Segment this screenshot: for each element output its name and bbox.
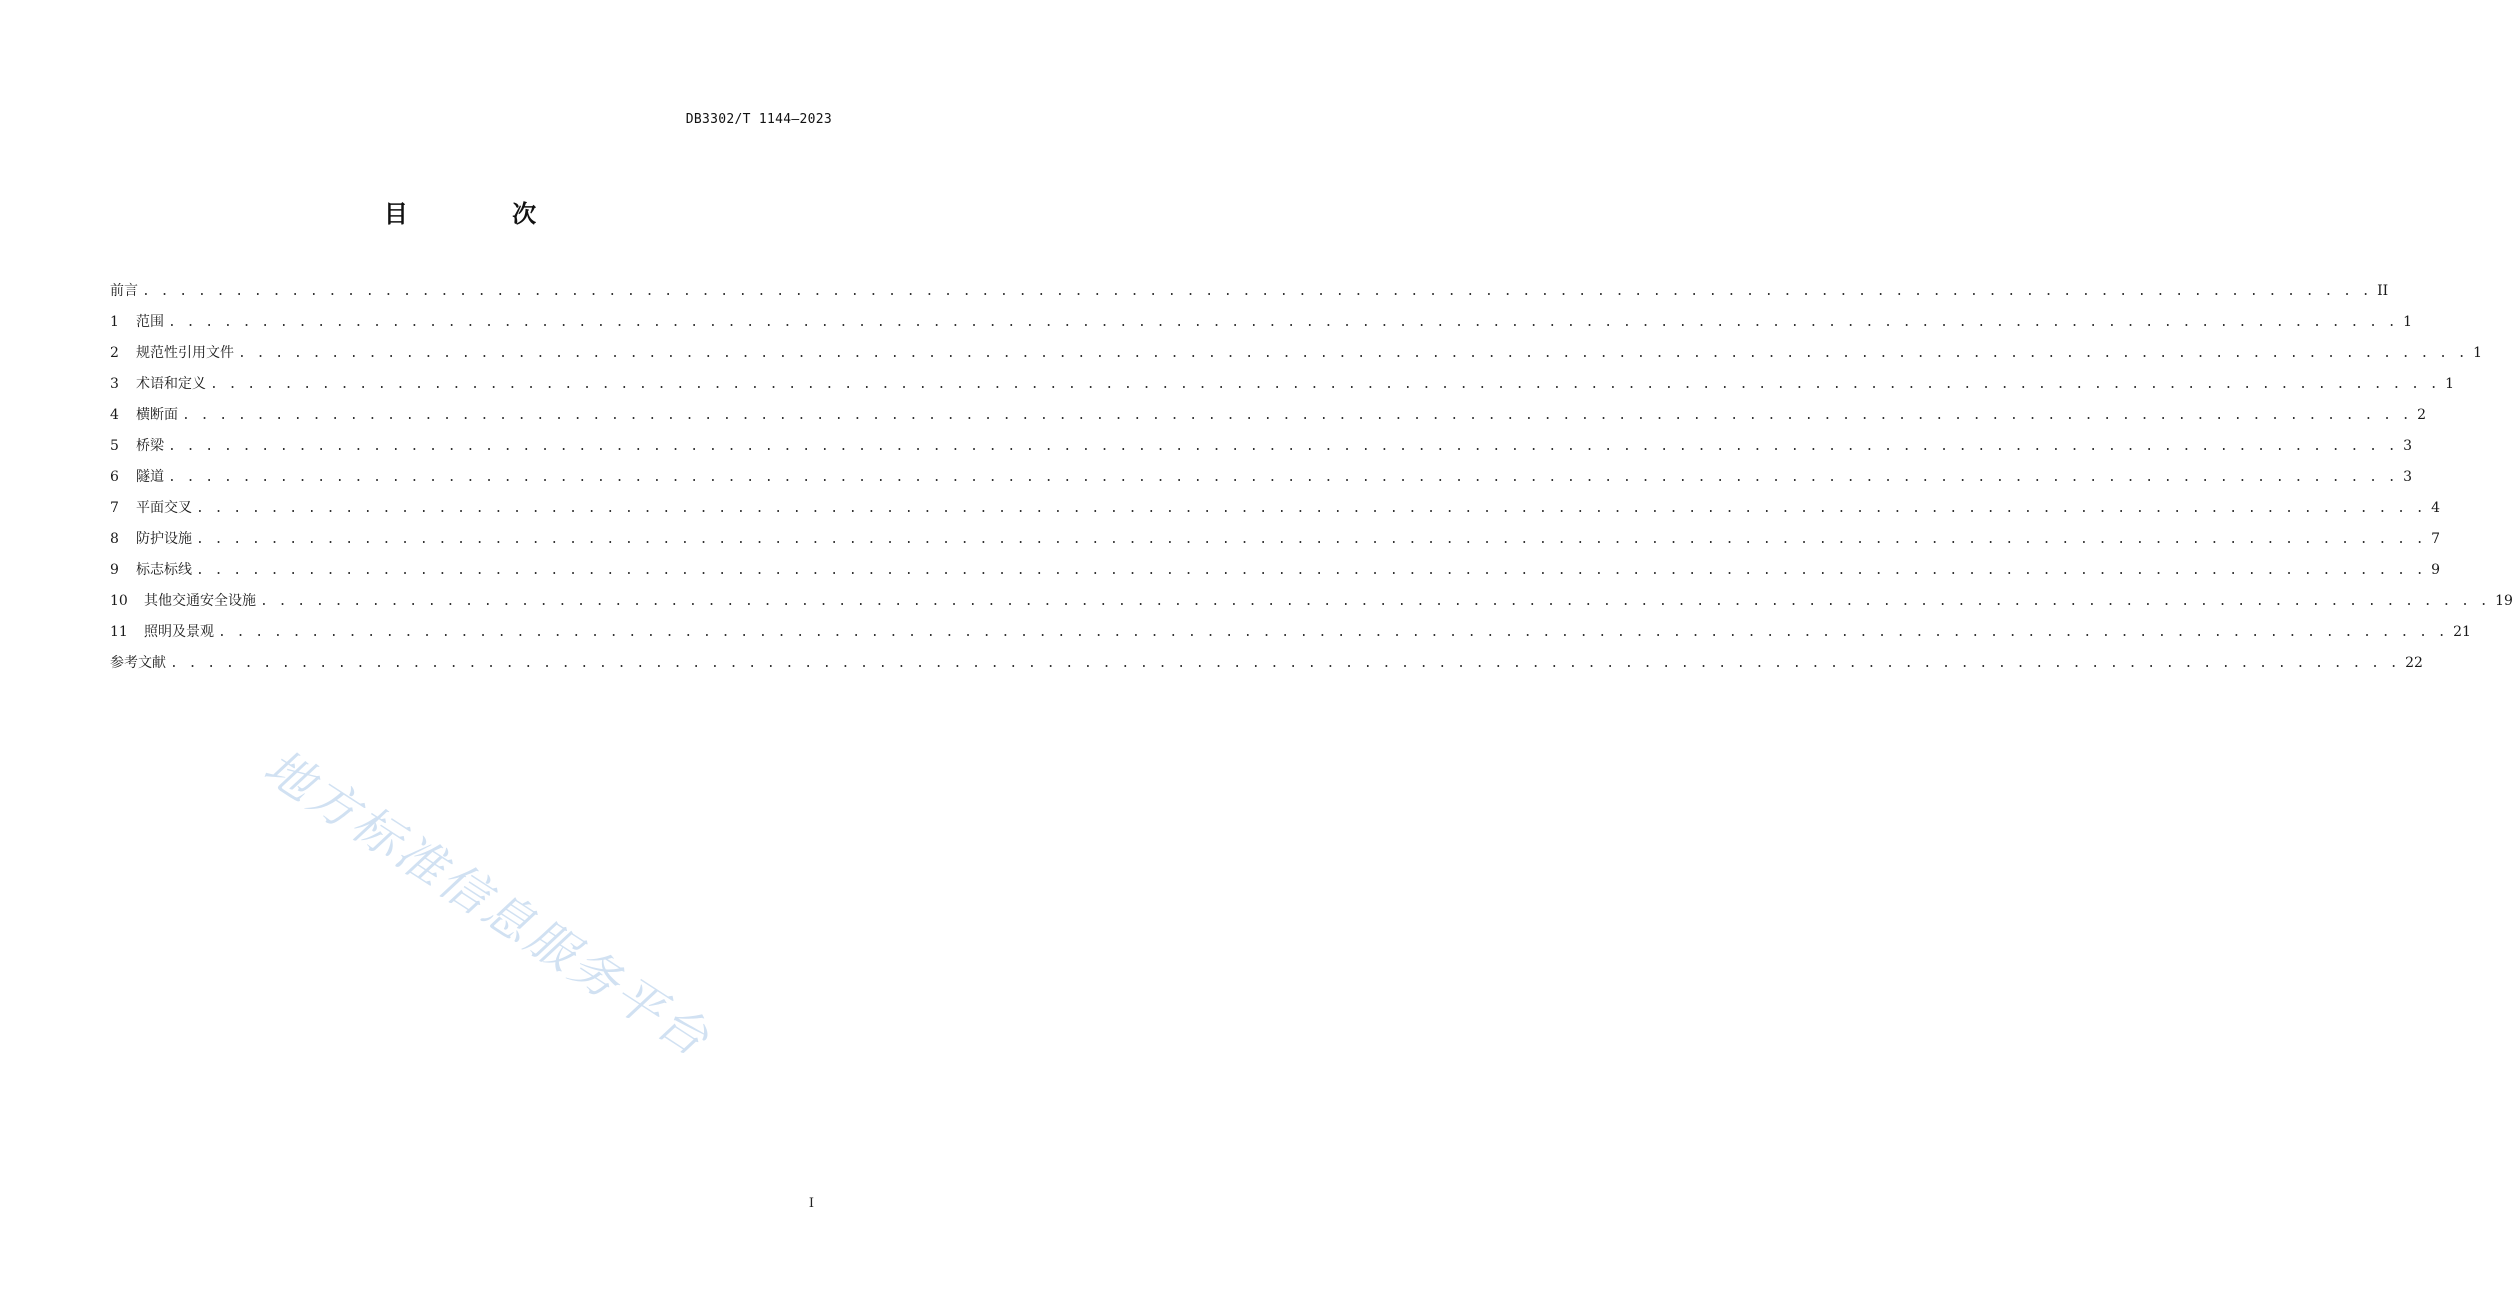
toc-entry-page: 4 (2431, 500, 2440, 516)
toc-entry-number: 9 (110, 562, 119, 578)
toc-dot-leader: . . . . . . . . . . . . . . . . . . . . . . . . . . . . . . . . . . . . . . . . . . . . . . . . . . . . . . . . . . . . . . . . . . . . . . . . . . . . . . . . . . . . . . . . . . . . . . . . . . . . . . . . . . . . . . . . . . . . . . . . (168, 439, 2398, 454)
toc-entry-number: 6 (110, 469, 119, 485)
toc-entry-label: 横断面 (136, 407, 178, 423)
toc-entry-scope[interactable] (110, 311, 2412, 342)
page-number: I (808, 1196, 814, 1211)
toc-entry-label: 术语和定义 (136, 376, 206, 392)
toc-entry-label: 隧道 (136, 469, 164, 485)
toc-dot-leader: . . . . . . . . . . . . . . . . . . . . . . . . . . . . . . . . . . . . . . . . . . . . . . . . . . . . . . . . . . . . . . . . . . . . . . . . . . . . . . . . . . . . . . . . . . . . . . . . . . . . . . . . . . . . . . . . . . . . . . . . (218, 625, 2448, 640)
toc-entry-page: 1 (2473, 345, 2482, 361)
toc-entry-page: 9 (2431, 562, 2440, 578)
toc-dot-leader: . . . . . . . . . . . . . . . . . . . . . . . . . . . . . . . . . . . . . . . . . . . . . . . . . . . . . . . . . . . . . . . . . . . . . . . . . . . . . . . . . . . . . . . . . . . . . . . . . . . . . . . . . . . . . . . . . . . . . . . . (196, 501, 2426, 516)
toc-entry-page: 1 (2403, 314, 2412, 330)
toc-entry-label: 平面交叉 (136, 500, 192, 516)
toc-entry-page: 19 (2495, 593, 2513, 609)
toc-entry-label: 防护设施 (136, 531, 192, 547)
toc-dot-leader: . . . . . . . . . . . . . . . . . . . . . . . . . . . . . . . . . . . . . . . . . . . . . . . . . . . . . . . . . . . . . . . . . . . . . . . . . . . . . . . . . . . . . . . . . . . . . . . . . . . . . . . . . . . . . . . . . . . . . . . . (182, 408, 2412, 423)
toc-entry-number: 2 (110, 345, 119, 361)
page-title: 目 次 (383, 200, 585, 228)
toc-dot-leader: . . . . . . . . . . . . . . . . . . . . . . . . . . . . . . . . . . . . . . . . . . . . . . . . . . . . . . . . . . . . . . . . . . . . . . . . . . . . . . . . . . . . . . . . . . . . . . . . . . . . . . . . . . . . . . . . . . . . . . . . (196, 532, 2426, 547)
toc-entry-signs-markings[interactable] (110, 559, 2440, 590)
table-of-contents (110, 280, 2513, 683)
toc-entry-page: 21 (2453, 624, 2471, 640)
toc-entry-at-grade-intersection[interactable] (110, 497, 2440, 528)
toc-entry-cross-section[interactable] (110, 404, 2426, 435)
toc-entry-tunnel[interactable] (110, 466, 2412, 497)
toc-entry-label: 桥梁 (136, 438, 164, 454)
document-code: DB3302/T 1144—2023 (685, 112, 832, 127)
toc-entry-number: 8 (110, 531, 119, 547)
toc-entry-number: 3 (110, 376, 119, 392)
toc-entry-page: 7 (2431, 531, 2440, 547)
toc-entry-label: 照明及景观 (144, 624, 214, 640)
toc-entry-label: 规范性引用文件 (136, 345, 234, 361)
toc-entry-page: 22 (2405, 655, 2423, 671)
toc-entry-bridge[interactable] (110, 435, 2412, 466)
toc-entry-terms-definitions[interactable] (110, 373, 2454, 404)
toc-entry-number: 5 (110, 438, 119, 454)
toc-entry-page: 3 (2403, 438, 2412, 454)
toc-entry-other-safety-facilities[interactable] (110, 590, 2513, 621)
toc-entry-number: 1 (110, 314, 119, 330)
toc-dot-leader: . . . . . . . . . . . . . . . . . . . . . . . . . . . . . . . . . . . . . . . . . . . . . . . . . . . . . . . . . . . . . . . . . . . . . . . . . . . . . . . . . . . . . . . . . . . . . . . . . . . . . . . . . . . . . . . . . . . . . . . . (142, 284, 2372, 299)
toc-entry-number: 10 (110, 593, 128, 609)
toc-entry-page: 1 (2445, 376, 2454, 392)
toc-entry-page: 3 (2403, 469, 2412, 485)
toc-dot-leader: . . . . . . . . . . . . . . . . . . . . . . . . . . . . . . . . . . . . . . . . . . . . . . . . . . . . . . . . . . . . . . . . . . . . . . . . . . . . . . . . . . . . . . . . . . . . . . . . . . . . . . . . . . . . . . . . . . . . . . . . (168, 315, 2398, 330)
toc-dot-leader: . . . . . . . . . . . . . . . . . . . . . . . . . . . . . . . . . . . . . . . . . . . . . . . . . . . . . . . . . . . . . . . . . . . . . . . . . . . . . . . . . . . . . . . . . . . . . . . . . . . . . . . . . . . . . . . . . . . . . . . . (210, 377, 2440, 392)
toc-entry-normative-references[interactable] (110, 342, 2482, 373)
toc-entry-number: 11 (110, 624, 128, 640)
toc-entry-lighting-landscape[interactable] (110, 621, 2471, 652)
toc-entry-label: 标志标线 (136, 562, 192, 578)
toc-dot-leader: . . . . . . . . . . . . . . . . . . . . . . . . . . . . . . . . . . . . . . . . . . . . . . . . . . . . . . . . . . . . . . . . . . . . . . . . . . . . . . . . . . . . . . . . . . . . . . . . . . . . . . . . . . . . . . . . . . . . . . . . (170, 656, 2400, 671)
toc-entry-bibliography[interactable] (110, 652, 2423, 683)
toc-entry-page: 2 (2417, 407, 2426, 423)
toc-entry-label: 参考文献 (110, 655, 166, 671)
toc-entry-foreword[interactable] (110, 280, 2389, 311)
toc-entry-protective-facilities[interactable] (110, 528, 2440, 559)
toc-dot-leader: . . . . . . . . . . . . . . . . . . . . . . . . . . . . . . . . . . . . . . . . . . . . . . . . . . . . . . . . . . . . . . . . . . . . . . . . . . . . . . . . . . . . . . . . . . . . . . . . . . . . . . . . . . . . . . . . . . . . . . . . (168, 470, 2398, 485)
toc-entry-label: 范围 (136, 314, 164, 330)
toc-entry-label: 其他交通安全设施 (144, 593, 256, 609)
toc-entry-page: II (2377, 283, 2389, 299)
toc-dot-leader: . . . . . . . . . . . . . . . . . . . . . . . . . . . . . . . . . . . . . . . . . . . . . . . . . . . . . . . . . . . . . . . . . . . . . . . . . . . . . . . . . . . . . . . . . . . . . . . . . . . . . . . . . . . . . . . . . . . . . . . . (260, 594, 2490, 609)
toc-entry-number: 4 (110, 407, 119, 423)
toc-dot-leader: . . . . . . . . . . . . . . . . . . . . . . . . . . . . . . . . . . . . . . . . . . . . . . . . . . . . . . . . . . . . . . . . . . . . . . . . . . . . . . . . . . . . . . . . . . . . . . . . . . . . . . . . . . . . . . . . . . . . . . . . (238, 346, 2468, 361)
toc-dot-leader: . . . . . . . . . . . . . . . . . . . . . . . . . . . . . . . . . . . . . . . . . . . . . . . . . . . . . . . . . . . . . . . . . . . . . . . . . . . . . . . . . . . . . . . . . . . . . . . . . . . . . . . . . . . . . . . . . . . . . . . . (196, 563, 2426, 578)
watermark: 地方标准信息服务平台 (254, 738, 721, 1069)
toc-entry-number: 7 (110, 500, 119, 516)
toc-entry-label: 前言 (110, 283, 138, 299)
